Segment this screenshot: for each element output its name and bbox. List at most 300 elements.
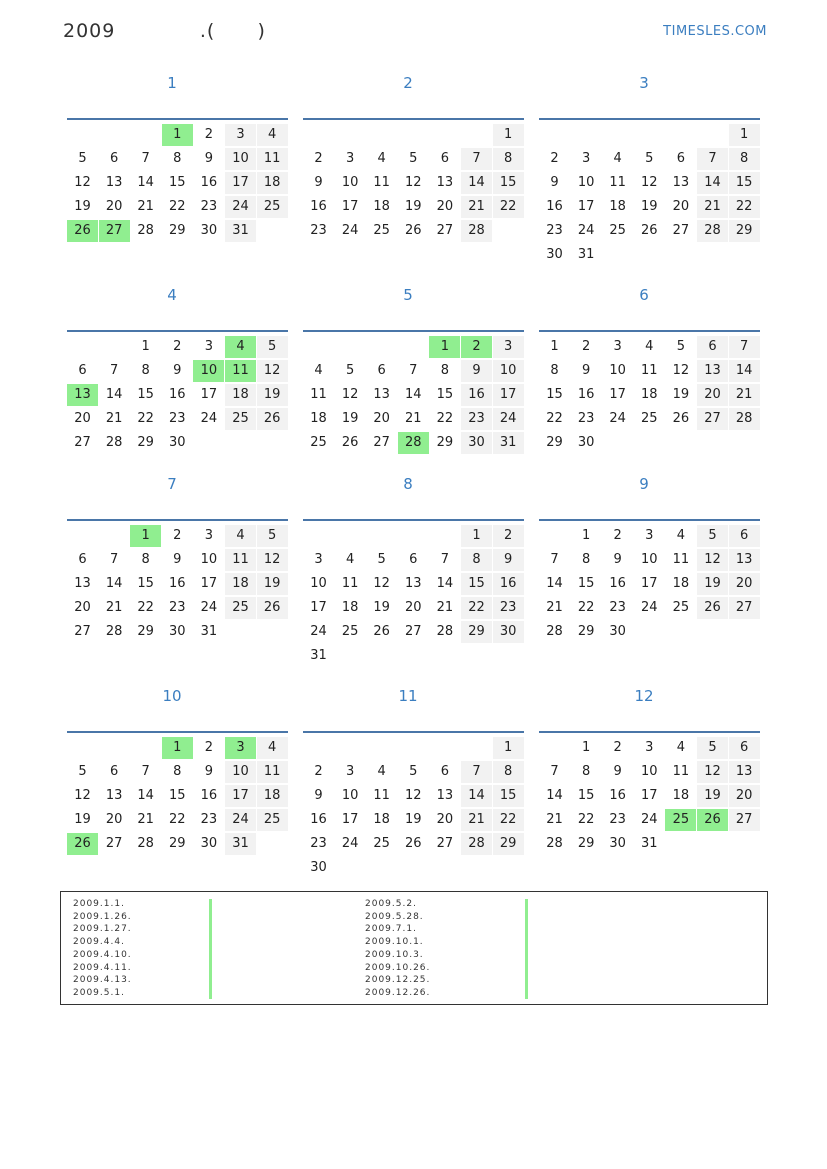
day-cell: 14 (697, 172, 728, 194)
holiday-date: 2009.10.26. (365, 962, 431, 973)
day-cell: 11 (641, 363, 658, 378)
day-cell: 19 (257, 573, 288, 595)
day-cell: 8 (493, 761, 524, 783)
day-cell: 5 (409, 764, 418, 779)
day-cell: 22 (169, 199, 186, 214)
day-cell: 18 (609, 199, 626, 214)
day-cell: 2 (613, 740, 622, 755)
day-cell: 4 (345, 552, 355, 567)
day-cell: 1 (493, 124, 524, 146)
day-cell: 11 (373, 788, 390, 803)
day-cell: 20 (672, 199, 690, 214)
day-cell: 4 (377, 764, 386, 779)
day-cell: 17 (200, 576, 218, 591)
day-cell: 13 (672, 175, 690, 190)
day-cell: 22 (461, 597, 492, 619)
day-cell: 14 (105, 387, 123, 402)
day-cell: 30 (169, 624, 186, 639)
day-cell: 2 (581, 339, 591, 354)
day-cell: 12 (641, 175, 658, 190)
day-cell: 10 (641, 552, 658, 567)
day-cell: 21 (461, 809, 492, 831)
day-cell: 6 (697, 336, 728, 358)
day-cell: 14 (137, 175, 154, 190)
day-cell: 14 (729, 360, 760, 382)
day-cell: 29 (577, 624, 595, 639)
day-cell: 5 (257, 525, 288, 547)
day-cell: 25 (373, 223, 390, 238)
day-cell: 9 (613, 764, 622, 779)
day-cell: 3 (581, 151, 591, 166)
day-cell: 8 (173, 151, 182, 166)
day-cell: 21 (436, 600, 454, 615)
holiday-day-cell: 1 (429, 336, 460, 358)
holiday-day-cell: 26 (67, 220, 98, 242)
holiday-date: 2009.5.2. (365, 899, 417, 909)
day-cell: 31 (641, 836, 658, 851)
day-cell: 24 (200, 411, 218, 426)
day-cell: 29 (729, 220, 760, 242)
day-cell: 25 (257, 809, 288, 831)
day-cell: 21 (697, 196, 728, 218)
day-cell: 5 (257, 336, 288, 358)
holiday-date: 2009.1.27. (73, 924, 132, 935)
month-rule (303, 118, 524, 120)
day-cell: 25 (310, 435, 327, 450)
day-cell: 27 (729, 809, 760, 831)
day-cell: 28 (105, 624, 123, 639)
day-cell: 24 (200, 600, 218, 615)
month-title: 3 (639, 74, 649, 92)
month-rule (539, 330, 760, 332)
day-cell: 12 (697, 761, 728, 783)
day-cell: 6 (440, 151, 450, 166)
month-title: 4 (167, 286, 177, 304)
day-cell: 7 (729, 336, 760, 358)
day-cell: 15 (436, 387, 454, 402)
day-cell: 22 (546, 411, 563, 426)
day-cell: 17 (341, 812, 359, 827)
day-cell: 27 (74, 624, 91, 639)
day-cell: 24 (493, 408, 524, 430)
day-cell: 16 (546, 199, 563, 214)
day-cell: 5 (345, 363, 355, 378)
day-cell: 1 (141, 339, 150, 354)
day-cell: 1 (729, 124, 760, 146)
day-cell: 11 (373, 175, 390, 190)
day-cell: 7 (141, 151, 150, 166)
day-cell: 29 (577, 836, 595, 851)
month-rule (67, 118, 288, 120)
holiday-date: 2009.4.13. (73, 975, 132, 986)
day-cell: 3 (613, 339, 622, 354)
day-cell: 11 (225, 549, 256, 571)
day-cell: 13 (436, 175, 454, 190)
day-cell: 15 (577, 788, 595, 803)
day-cell: 4 (645, 339, 654, 354)
day-cell: 28 (461, 833, 492, 855)
day-cell: 2 (173, 339, 182, 354)
day-cell: 3 (225, 124, 256, 146)
day-cell: 3 (314, 552, 323, 567)
day-cell: 24 (310, 624, 327, 639)
day-cell: 3 (645, 528, 654, 543)
day-cell: 30 (310, 860, 327, 875)
month-title: 5 (403, 286, 413, 304)
holiday-day-cell: 10 (193, 360, 224, 382)
day-cell: 16 (609, 576, 626, 591)
day-cell: 27 (405, 624, 422, 639)
day-cell: 29 (169, 836, 186, 851)
day-cell: 10 (609, 363, 626, 378)
day-cell: 23 (200, 812, 218, 827)
holiday-day-cell: 26 (67, 833, 98, 855)
day-cell: 19 (405, 199, 422, 214)
day-cell: 23 (310, 223, 327, 238)
day-cell: 27 (697, 408, 728, 430)
day-cell: 3 (204, 339, 214, 354)
day-cell: 27 (74, 435, 91, 450)
page-title: 2009 .( ) (63, 20, 266, 42)
day-cell: 4 (613, 151, 622, 166)
holiday-date: 2009.7.1. (365, 924, 417, 935)
day-cell: 7 (440, 552, 450, 567)
day-cell: 14 (546, 576, 563, 591)
day-cell: 14 (461, 172, 492, 194)
day-cell: 18 (373, 199, 390, 214)
day-cell: 4 (314, 363, 323, 378)
month-rule (539, 118, 760, 120)
day-cell: 4 (676, 740, 686, 755)
day-cell: 10 (341, 175, 359, 190)
day-cell: 18 (225, 573, 256, 595)
day-cell: 26 (405, 223, 422, 238)
day-cell: 16 (200, 175, 218, 190)
day-cell: 24 (577, 223, 595, 238)
holiday-date: 2009.12.26. (365, 987, 431, 998)
day-cell: 22 (577, 812, 595, 827)
day-cell: 27 (436, 836, 454, 851)
month-rule (539, 731, 760, 733)
day-cell: 28 (436, 624, 454, 639)
holiday-date: 2009.5.1. (73, 987, 125, 998)
day-cell: 5 (78, 151, 87, 166)
month-title: 6 (639, 286, 649, 304)
day-cell: 26 (257, 408, 288, 430)
day-cell: 30 (546, 247, 563, 262)
day-cell: 24 (641, 812, 658, 827)
day-cell: 17 (641, 788, 658, 803)
day-cell: 17 (577, 199, 595, 214)
holiday-day-cell: 1 (130, 525, 161, 547)
day-cell: 4 (257, 737, 288, 759)
day-cell: 5 (645, 151, 654, 166)
day-cell: 27 (729, 597, 760, 619)
month-rule (303, 330, 524, 332)
day-cell: 23 (169, 411, 186, 426)
day-cell: 11 (672, 764, 690, 779)
month-title: 7 (167, 475, 177, 493)
day-cell: 16 (310, 199, 327, 214)
day-cell: 20 (697, 384, 728, 406)
day-cell: 11 (310, 387, 327, 402)
day-cell: 24 (225, 809, 256, 831)
day-cell: 18 (373, 812, 390, 827)
day-cell: 15 (461, 573, 492, 595)
day-cell: 21 (546, 812, 563, 827)
day-cell: 14 (546, 788, 563, 803)
day-cell: 5 (409, 151, 418, 166)
day-cell: 17 (225, 172, 256, 194)
day-cell: 11 (257, 148, 288, 170)
day-cell: 23 (577, 411, 595, 426)
day-cell: 9 (550, 175, 559, 190)
day-cell: 3 (345, 151, 355, 166)
day-cell: 20 (405, 600, 422, 615)
day-cell: 15 (137, 576, 154, 591)
day-cell: 5 (697, 737, 728, 759)
day-cell: 8 (173, 764, 182, 779)
day-cell: 15 (493, 785, 524, 807)
day-cell: 21 (461, 196, 492, 218)
day-cell: 26 (672, 411, 690, 426)
day-cell: 31 (200, 624, 218, 639)
day-cell: 9 (461, 360, 492, 382)
day-cell: 18 (641, 387, 658, 402)
day-cell: 8 (461, 549, 492, 571)
day-cell: 27 (672, 223, 690, 238)
day-cell: 28 (137, 836, 154, 851)
day-cell: 13 (105, 175, 123, 190)
day-cell: 19 (641, 199, 658, 214)
holiday-day-cell: 28 (398, 432, 429, 454)
month-rule (303, 731, 524, 733)
day-cell: 30 (609, 836, 626, 851)
day-cell: 21 (105, 411, 123, 426)
day-cell: 26 (257, 597, 288, 619)
day-cell: 30 (461, 432, 492, 454)
day-cell: 9 (493, 549, 524, 571)
day-cell: 14 (105, 576, 123, 591)
day-cell: 20 (373, 411, 390, 426)
day-cell: 31 (225, 220, 256, 242)
holiday-list-column-1 (73, 898, 132, 1000)
day-cell: 19 (697, 573, 728, 595)
holiday-day-cell: 25 (665, 809, 696, 831)
day-cell: 10 (310, 576, 327, 591)
day-cell: 15 (577, 576, 595, 591)
day-cell: 6 (729, 525, 760, 547)
day-cell: 12 (672, 363, 690, 378)
day-cell: 20 (105, 199, 123, 214)
day-cell: 24 (609, 411, 626, 426)
holiday-day-cell: 1 (162, 737, 193, 759)
day-cell: 17 (609, 387, 626, 402)
day-cell: 21 (137, 199, 154, 214)
day-cell: 22 (169, 812, 186, 827)
day-cell: 18 (225, 384, 256, 406)
day-cell: 19 (74, 199, 91, 214)
day-cell: 8 (141, 363, 150, 378)
day-cell: 16 (310, 812, 327, 827)
day-cell: 30 (577, 435, 595, 450)
day-cell: 12 (74, 175, 91, 190)
day-cell: 28 (461, 220, 492, 242)
holiday-day-cell: 3 (225, 737, 256, 759)
day-cell: 6 (409, 552, 418, 567)
day-cell: 12 (257, 549, 288, 571)
day-cell: 17 (341, 199, 359, 214)
day-cell: 11 (341, 576, 359, 591)
day-cell: 30 (493, 621, 524, 643)
day-cell: 12 (74, 788, 91, 803)
day-cell: 5 (676, 339, 686, 354)
day-cell: 25 (609, 223, 626, 238)
month-rule (539, 519, 760, 521)
day-cell: 10 (200, 552, 218, 567)
day-cell: 9 (204, 151, 214, 166)
day-cell: 2 (314, 764, 323, 779)
day-cell: 6 (377, 363, 386, 378)
day-cell: 11 (609, 175, 626, 190)
day-cell: 24 (225, 196, 256, 218)
day-cell: 8 (550, 363, 559, 378)
day-cell: 15 (169, 175, 186, 190)
day-cell: 8 (493, 148, 524, 170)
day-cell: 16 (609, 788, 626, 803)
day-cell: 26 (341, 435, 359, 450)
day-cell: 25 (373, 836, 390, 851)
day-cell: 20 (105, 812, 123, 827)
day-cell: 25 (341, 624, 359, 639)
day-cell: 13 (697, 360, 728, 382)
day-cell: 23 (609, 812, 626, 827)
day-cell: 22 (577, 600, 595, 615)
day-cell: 21 (546, 600, 563, 615)
day-cell: 18 (310, 411, 327, 426)
day-cell: 6 (440, 764, 450, 779)
day-cell: 16 (169, 387, 186, 402)
day-cell: 23 (200, 199, 218, 214)
day-cell: 12 (697, 549, 728, 571)
day-cell: 29 (436, 435, 454, 450)
day-cell: 8 (141, 552, 150, 567)
month-title: 2 (403, 74, 413, 92)
day-cell: 22 (137, 411, 154, 426)
day-cell: 30 (169, 435, 186, 450)
month-title: 8 (403, 475, 413, 493)
day-cell: 17 (641, 576, 658, 591)
day-cell: 23 (609, 600, 626, 615)
day-cell: 7 (550, 552, 559, 567)
day-cell: 29 (137, 624, 154, 639)
holiday-date: 2009.4.4. (73, 937, 125, 948)
day-cell: 13 (436, 788, 454, 803)
day-cell: 14 (405, 387, 422, 402)
day-cell: 29 (169, 223, 186, 238)
day-cell: 14 (137, 788, 154, 803)
day-cell: 8 (581, 552, 591, 567)
day-cell: 31 (493, 432, 524, 454)
day-cell: 3 (345, 764, 355, 779)
month-rule (67, 330, 288, 332)
day-cell: 7 (141, 764, 150, 779)
day-cell: 5 (377, 552, 386, 567)
day-cell: 6 (78, 552, 87, 567)
day-cell: 10 (493, 360, 524, 382)
holiday-day-cell: 26 (697, 809, 728, 831)
day-cell: 12 (373, 576, 390, 591)
day-cell: 20 (436, 812, 454, 827)
holiday-date: 2009.1.1. (73, 899, 125, 909)
day-cell: 29 (461, 621, 492, 643)
day-cell: 1 (461, 525, 492, 547)
day-cell: 20 (729, 573, 760, 595)
day-cell: 14 (436, 576, 454, 591)
day-cell: 8 (440, 363, 450, 378)
day-cell: 1 (550, 339, 559, 354)
day-cell: 6 (729, 737, 760, 759)
holiday-date: 2009.10.3. (365, 949, 424, 960)
day-cell: 4 (257, 124, 288, 146)
day-cell: 13 (729, 761, 760, 783)
day-cell: 18 (257, 785, 288, 807)
day-cell: 25 (225, 597, 256, 619)
day-cell: 30 (609, 624, 626, 639)
day-cell: 20 (436, 199, 454, 214)
day-cell: 11 (672, 552, 690, 567)
day-cell: 15 (729, 172, 760, 194)
brand-link[interactable]: TIMESLES.COM (663, 24, 767, 39)
day-cell: 24 (641, 600, 658, 615)
day-cell: 1 (493, 737, 524, 759)
day-cell: 15 (546, 387, 563, 402)
day-cell: 12 (405, 788, 422, 803)
day-cell: 13 (405, 576, 422, 591)
day-cell: 3 (493, 336, 524, 358)
holiday-date: 2009.5.28. (365, 911, 424, 922)
day-cell: 14 (461, 785, 492, 807)
day-cell: 10 (641, 764, 658, 779)
day-cell: 6 (109, 764, 119, 779)
day-cell: 9 (613, 552, 622, 567)
day-cell: 25 (641, 411, 658, 426)
day-cell: 22 (493, 196, 524, 218)
day-cell: 26 (405, 836, 422, 851)
day-cell: 7 (109, 552, 119, 567)
day-cell: 3 (645, 740, 654, 755)
day-cell: 24 (341, 836, 359, 851)
day-cell: 26 (641, 223, 658, 238)
day-cell: 16 (493, 573, 524, 595)
holiday-marker-bar (209, 899, 212, 999)
day-cell: 28 (105, 435, 123, 450)
day-cell: 12 (257, 360, 288, 382)
day-cell: 29 (493, 833, 524, 855)
holiday-date: 2009.12.25. (365, 975, 431, 986)
day-cell: 17 (493, 384, 524, 406)
day-cell: 20 (74, 411, 91, 426)
month-title: 11 (398, 687, 418, 705)
day-cell: 4 (377, 151, 386, 166)
day-cell: 19 (341, 411, 359, 426)
day-cell: 16 (577, 387, 595, 402)
day-cell: 19 (672, 387, 690, 402)
day-cell: 15 (493, 172, 524, 194)
day-cell: 16 (169, 576, 186, 591)
day-cell: 22 (729, 196, 760, 218)
day-cell: 2 (613, 528, 622, 543)
